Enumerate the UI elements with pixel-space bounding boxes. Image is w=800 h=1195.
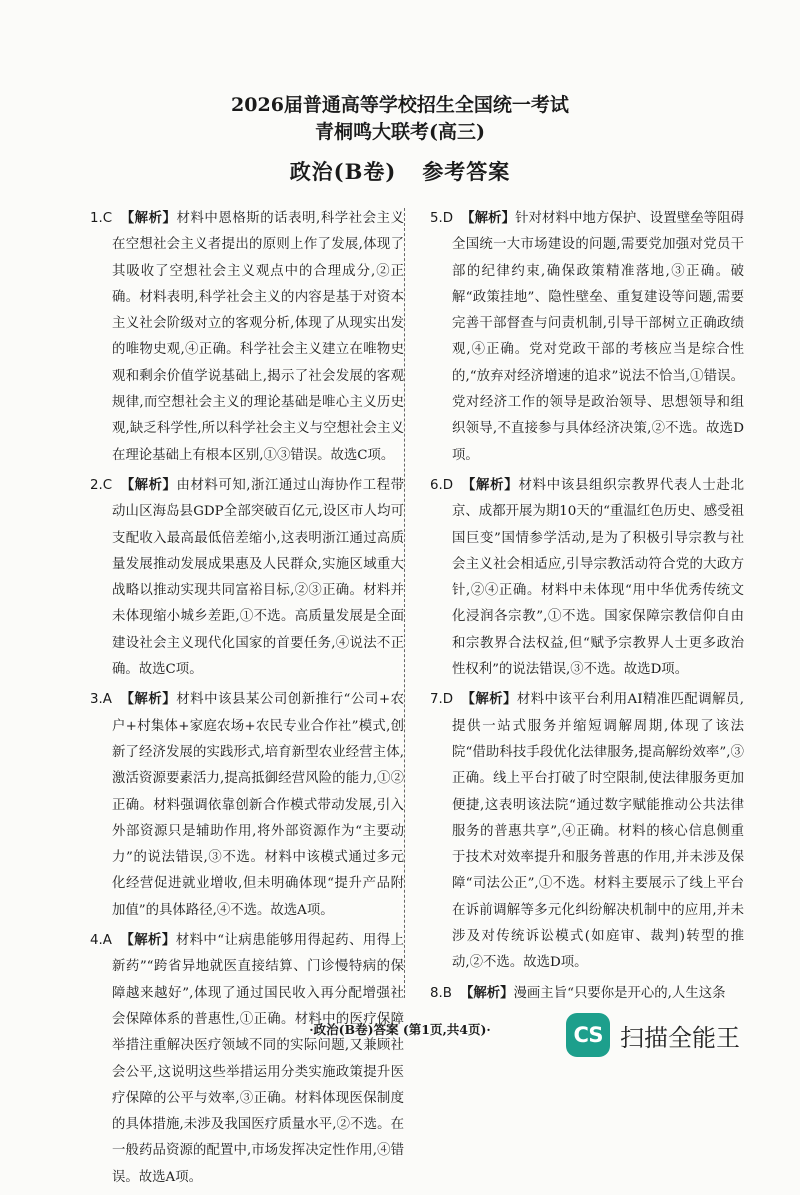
right-column <box>430 206 744 1011</box>
answer-text: 针对材料中地方保护、设置壁垒等阻碍全国统一大市场建设的问题,需要党加强对党员干部的纪律约束,确保政策精准落地,③正确。破解“政策挂地”、隐性壁垒、重复建设等问题,需要完善干部督查与问责机制,引导干部树立正确政绩观,④正确。党对党政干部的考核应当是综合性的,“放弃对经济增速的追求”说法不恰当,①错误。党对经济工作的领导是政治领导、思想领导和组织领导,不直接参与具体经济决策,②不选。故选D项。 <box>452 211 744 463</box>
analysis-tag: 【解析】 <box>459 985 514 1001</box>
analysis-tag: 【解析】 <box>461 692 517 708</box>
answer-number: 7.D <box>430 692 454 708</box>
answer-text: 由材料可知,浙江通过山海协作工程带动山区海岛县GDP全部突破百亿元,设区市人均可支配收入最高最低倍差缩小,这表明浙江通过高质量发展推动发展成果惠及人民群众,实施区域重大战略以推动实现共同富裕目标,②③正确。材料并未体现缩小城乡差距,①不选。高质量发展是全面建设社会主义现代化国家的首要任务,④说法不正确。故选C项。 <box>112 477 404 678</box>
analysis-tag: 【解析】 <box>461 477 519 493</box>
subject-name: 政治(B卷) <box>289 159 397 184</box>
answer-item <box>90 473 404 683</box>
answer-text: 材料中“让病患能够用得起药、用得上新药”“跨省异地就医直接结算、门诊慢特病的保障越来越好”,体现了通过国民收入再分配增强社会保障体系的普惠性,①正确。材料中的医疗保障举措注重解决医疗领域不同的实际问题,又兼顾社会公平,这说明这些举措运用分类实施政策提升医疗保障的公平与效率,③正确。材料体现医保制度的具体措施,未涉及我国医疗质量水平,②不选。在一般药品资源的配置中,市场发挥决定性作用,④错误。故选A项。 <box>112 933 404 1185</box>
answer-number: 8.B <box>430 985 452 1001</box>
analysis-tag: 【解析】 <box>119 933 176 949</box>
exam-subtitle: 青桐鸣大联考(高三) <box>315 121 485 143</box>
answer-item <box>430 981 744 1007</box>
answer-number: 3.A <box>90 692 112 708</box>
answer-text: 材料中恩格斯的话表明,科学社会主义在空想社会主义者提出的原则上作了发展,体现了其吸收了空想社会主义观点中的合理成分,②正确。材料表明,科学社会主义的内容是基于对资本主义社会阶级对立的客观分析,体现了从现实出发的唯物史观,④正确。科学社会主义建立在唯物史观和剩余价值学说基础上,揭示了社会发展的客观规律,而空想社会主义的理论基础是唯心主义历史观,缺乏科学性,所以科学社会主义与空想社会主义在理论基础上有根本区别,①③错误。故选C项。 <box>112 211 404 463</box>
left-column <box>90 206 404 1195</box>
answer-item <box>430 473 744 683</box>
doc-type: 参考答案 <box>422 159 511 184</box>
answer-text: 漫画主旨“只要你是开心的,人生这条 <box>513 985 726 1001</box>
answer-number: 1.C <box>90 211 113 226</box>
exam-title: 2026届普通高等学校招生全国统一考试 <box>231 94 569 116</box>
answer-item <box>90 206 404 469</box>
answer-number: 2.C <box>90 477 113 493</box>
answer-number: 5.D <box>430 211 454 226</box>
answer-text: 材料中该县某公司创新推行“公司+农户+村集体+家庭农场+农民专业合作社”模式,创新了经济发展的实践形式,培育新型农业经营主体,激活资源要素活力,提高抵御经营风险的能力,①②正确。材料强调依靠创新合作模式带动发展,引入外部资源只是辅助作用,将外部资源作为“主要动力”的说法错误,③不选。材料中该模式通过多元化经营促进就业增收,但未明确体现“提升产品附加值”的具体路径,④不选。故选A项。 <box>112 692 404 918</box>
analysis-tag: 【解析】 <box>120 477 177 493</box>
answer-number: 4.A <box>90 933 112 949</box>
answer-text: 材料中该平台利用AI精准匹配调解员,提供一站式服务并缩短调解周期,体现了该法院“借助科技手段优化法律服务,提高解纷效率”,③正确。线上平台打破了时空限制,使法律服务更加便捷,这表明该法院“通过数字赋能推动公共法律服务的普惠共享”,④正确。材料的核心信息侧重于技术对效率提升和服务普惠的作用,并未涉及保障“司法公正”,①不选。材料主要展示了线上平台在诉前调解等多元化纠纷解决机制中的应用,并未涉及对传统诉讼模式(如庭审、裁判)转型的推动,②不选。故选D项。 <box>452 692 745 971</box>
answer-text: 材料中该县组织宗教界代表人士赴北京、成都开展为期10天的“重温红色历史、感受祖国巨变”国情参学活动,是为了积极引导宗教与社会主义社会相适应,引导宗教活动符合党的大政方针,②④正确。材料中未体现“用中华优秀传统文化浸润各宗教”,①不选。国家保障宗教信仰自由和宗教界合法权益,但“赋予宗教界人士更多政治性权利”的说法错误,③不选。故选D项。 <box>452 477 745 678</box>
answer-item <box>90 928 404 1191</box>
camscanner-watermark-text: 扫描全能王 <box>620 1024 740 1052</box>
answer-number: 6.D <box>430 477 454 493</box>
analysis-tag: 【解析】 <box>120 211 177 226</box>
camscanner-logo-icon: CS <box>566 1013 610 1057</box>
answer-item <box>430 206 744 469</box>
answer-item <box>430 687 744 976</box>
answer-item <box>90 687 404 924</box>
column-divider <box>404 208 405 998</box>
page-footer: ·政治(B卷)答案 (第1页,共4页)· <box>309 1022 491 1037</box>
subject-heading <box>0 156 800 186</box>
analysis-tag: 【解析】 <box>119 692 177 708</box>
analysis-tag: 【解析】 <box>461 211 516 226</box>
